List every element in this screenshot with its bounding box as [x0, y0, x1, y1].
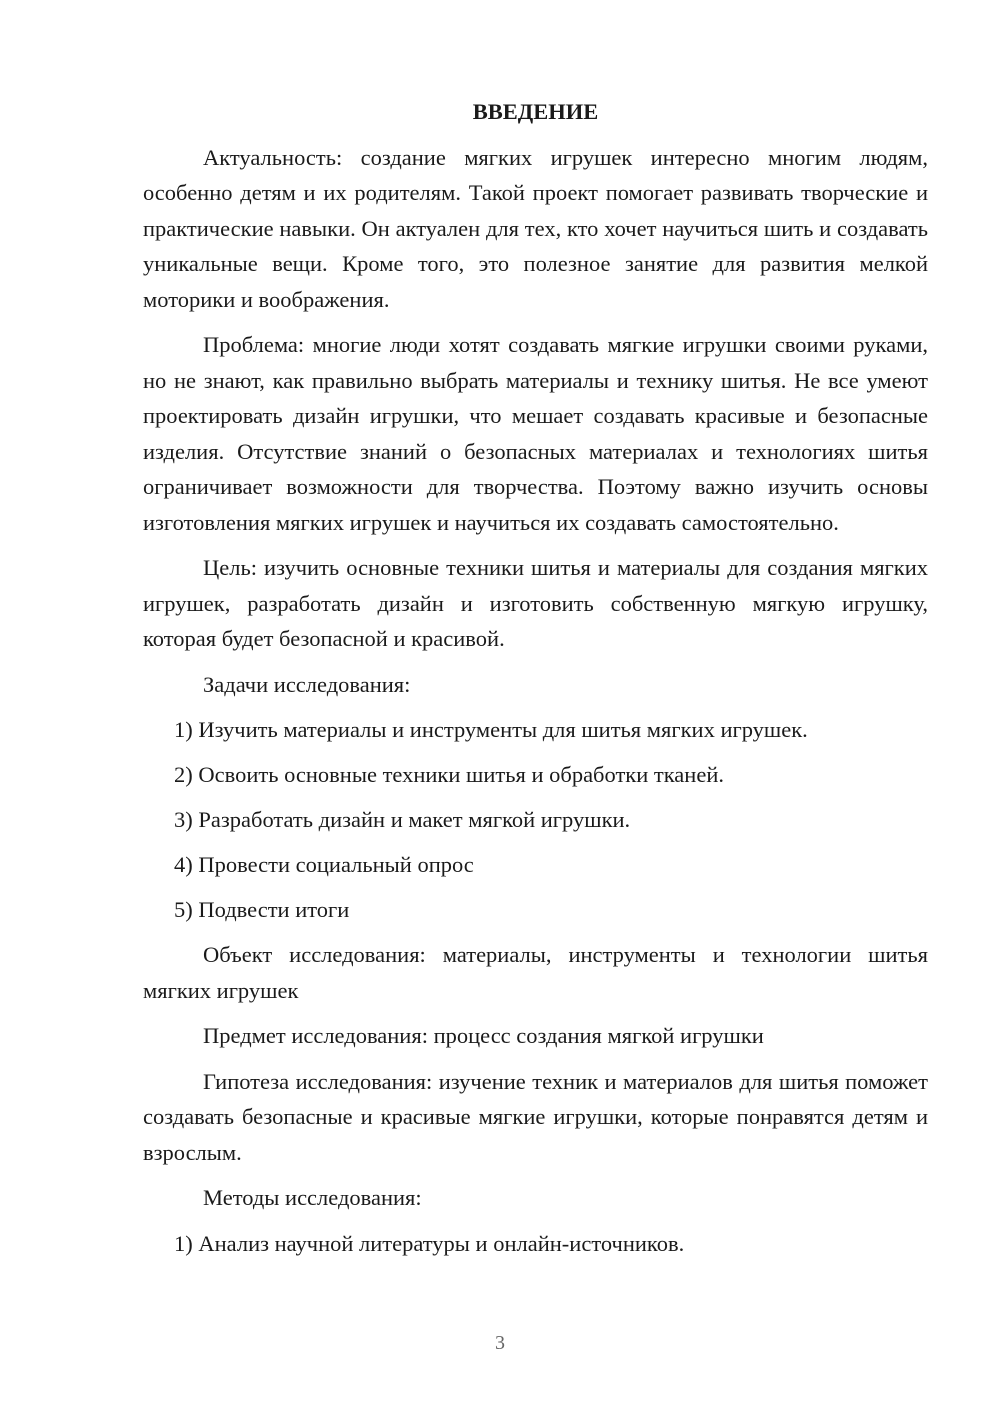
- list-item: 1) Анализ научной литературы и онлайн-источников.: [174, 1230, 685, 1256]
- page-title: ВВЕДЕНИЕ: [472, 99, 599, 124]
- list-item: 3) Разработать дизайн и макет мягкой игрушки.: [174, 807, 631, 832]
- document-page: [143, 94, 928, 1271]
- methods-list: [143, 1226, 928, 1262]
- subject-paragraph: Предмет исследования: процесс создания мягкой игрушки: [203, 1023, 764, 1048]
- object-paragraph: Объект исследования: материалы, инструменты и технологии шитья мягких игрушек: [143, 942, 928, 1003]
- list-item: 4) Провести социальный опрос: [174, 852, 474, 877]
- tasks-title: Задачи исследования:: [203, 671, 411, 697]
- list-item: 2) Освоить основные техники шитья и обработки тканей.: [174, 762, 724, 787]
- goal-paragraph: Цель: изучить основные техники шитья и материалы для создания мягких игрушек, разработать дизайн и изготовить собственную мягкую игрушку, которая будет безопасной и красивой.: [143, 555, 928, 651]
- hypothesis-paragraph: Гипотеза исследования: изучение техник и материалов для шитья поможет создавать безопасные и красивые мягкие игрушки, которые понравятся детям и взрослым.: [143, 1068, 928, 1165]
- methods-title: Методы исследования:: [203, 1185, 422, 1210]
- problem-paragraph: Проблема: многие люди хотят создавать мягкие игрушки своими руками, но не знают, как правильно выбрать материалы и технику шитья. Не все умеют проектировать дизайн игрушки, что мешает создавать красивые и безопасные изделия. Отсутствие знаний о безопасных материалах и технологиях шитья ограничивает возможности для творчества. Поэтому важно изучить основы изготовления мягких игрушек и научиться их создавать самостоятельно.: [143, 332, 928, 535]
- list-item: 1) Изучить материалы и инструменты для шитья мягких игрушек.: [174, 717, 808, 742]
- tasks-list: [143, 712, 928, 928]
- page-number: 3: [495, 1332, 505, 1354]
- relevance-paragraph: Актуальность: создание мягких игрушек интересно многим людям, особенно детям и их родителям. Такой проект помогает развивать творческие и практические навыки. Он актуален для тех, кто хочет научиться шить и создавать уникальные вещи. Кроме того, это полезное занятие для развития мелкой моторики и воображения.: [143, 144, 928, 312]
- list-item: 5) Подвести итоги: [174, 897, 350, 922]
